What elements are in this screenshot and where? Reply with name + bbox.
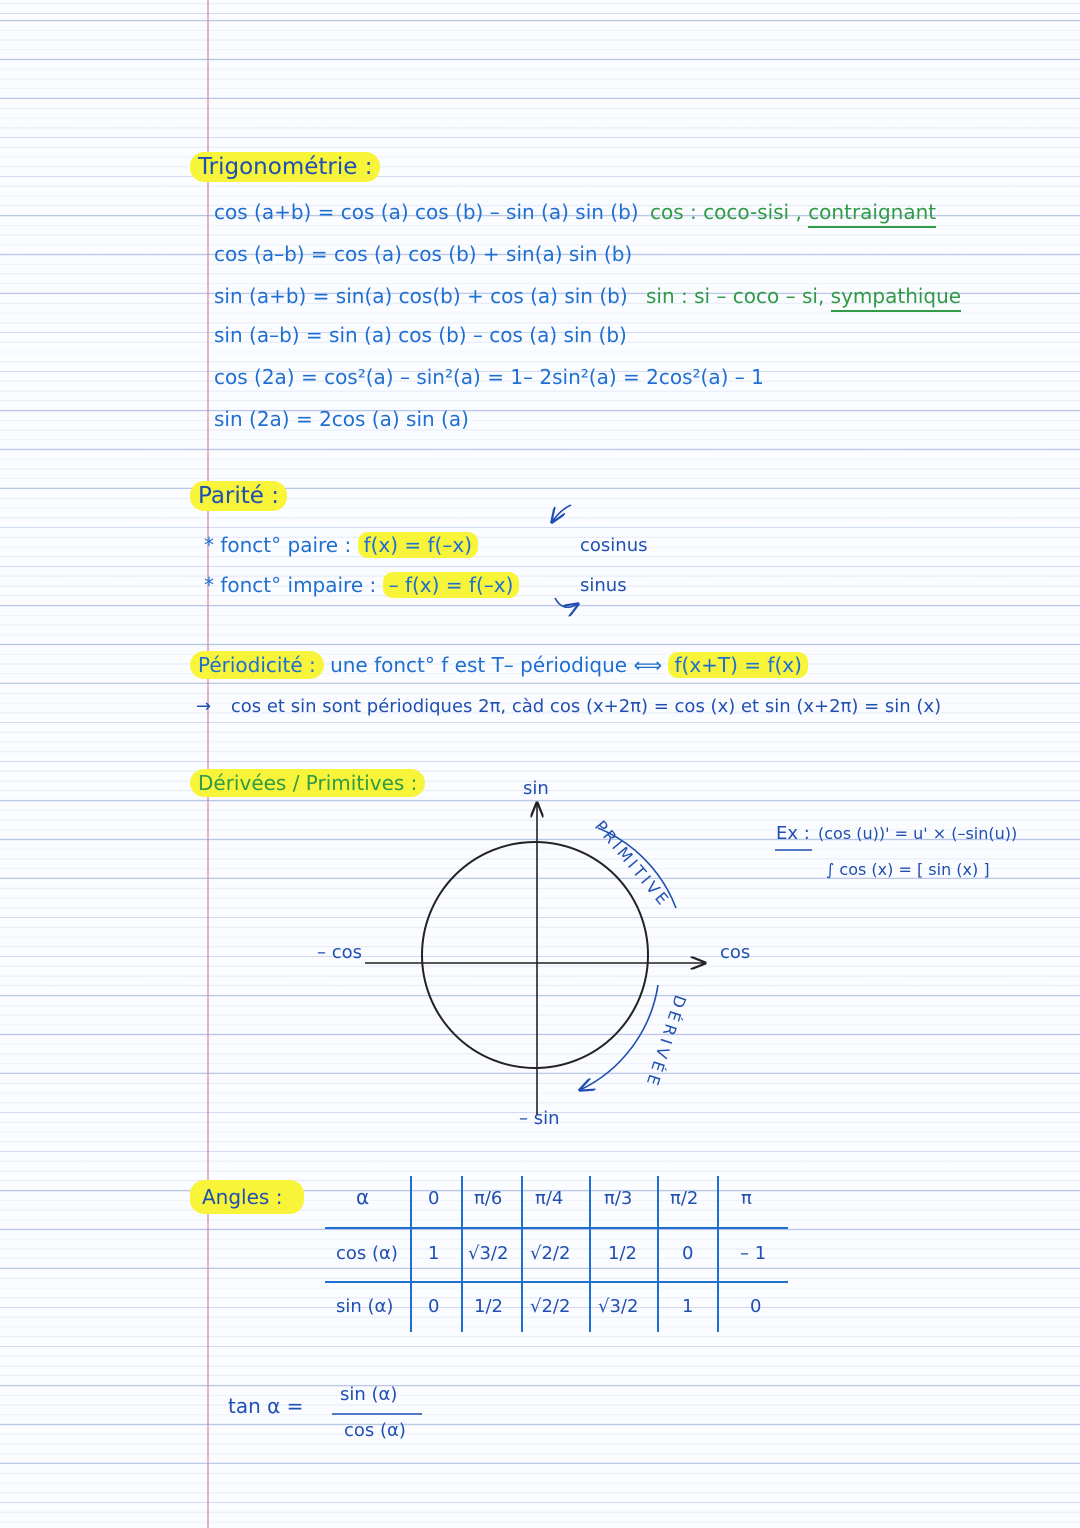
axis-label-cos: cos <box>720 942 751 963</box>
formula-cos-double: cos (2a) = cos²(a) – sin²(a) = 1– 2sin²(a) = 2cos²(a) – 1 <box>214 365 764 389</box>
col-header-pi: π <box>741 1188 752 1209</box>
mnemonic-sin: sin : si – coco – si, sympathique <box>646 286 961 306</box>
formula-sin-diff: sin (a–b) = sin (a) cos (b) – cos (a) sin (b) <box>214 323 627 347</box>
equivalence-arrow: ⟺ <box>633 653 663 677</box>
col-header-pi2: π/2 <box>670 1188 699 1209</box>
right-arrow-icon: → <box>196 696 212 717</box>
col-header-pi4: π/4 <box>535 1188 564 1209</box>
cos-pi3: 1/2 <box>608 1243 637 1264</box>
sin-pi4: √2/2 <box>530 1296 571 1317</box>
cos-pi6: √3/2 <box>468 1243 509 1264</box>
sin-pi: 0 <box>750 1296 762 1317</box>
sin-pi2: 1 <box>682 1296 694 1317</box>
parity-odd-note: sinus <box>580 575 627 596</box>
formula-sin-sum: sin (a+b) = sin(a) cos(b) + cos (a) sin (b) <box>214 284 628 308</box>
angles-heading: Angles : <box>190 1187 304 1207</box>
formula-cos-diff: cos (a–b) = cos (a) cos (b) + sin(a) sin (b) <box>214 242 633 266</box>
periodicity-formula: f(x+T) = f(x) <box>668 652 807 678</box>
parity-even-note: cosinus <box>580 535 648 556</box>
formula-sin-double: sin (2a) = 2cos (a) sin (a) <box>214 407 469 431</box>
formula-cos-sum: cos (a+b) = cos (a) cos (b) – sin (a) sin (b) <box>214 200 639 224</box>
parity-arrow-top <box>552 505 571 522</box>
col-header-0: 0 <box>428 1188 440 1209</box>
mnemonic-sin-word: sympathique <box>831 284 961 312</box>
sin-pi3: √3/2 <box>598 1296 639 1317</box>
cos-pi2: 0 <box>682 1243 694 1264</box>
example-line-1: (cos (u))' = u' × (–sin(u)) <box>818 824 1018 843</box>
parity-even: * fonct° paire : f(x) = f(–x) <box>204 535 478 555</box>
sin-0: 0 <box>428 1296 440 1317</box>
mnemonic-cos: cos : coco-sisi , contraignant <box>650 202 936 222</box>
periodicity-note-line: → cos et sin sont périodiques 2π, càd cos (x+2π) = cos (x) et sin (x+2π) = sin (x) <box>196 696 942 717</box>
col-header-pi6: π/6 <box>474 1188 503 1209</box>
odd-formula: – f(x) = f(–x) <box>383 572 520 598</box>
even-formula: f(x) = f(–x) <box>358 532 478 558</box>
derivatives-heading: Dérivées / Primitives : <box>190 773 425 793</box>
example-line-2: ∫ cos (x) = [ sin (x) ] <box>826 860 990 879</box>
parity-arrow-bottom <box>555 598 578 607</box>
row-label-cos: cos (α) <box>336 1243 398 1264</box>
parity-odd: * fonct° impaire : – f(x) = f(–x) <box>204 575 519 595</box>
arc-label-primitive: PRIMITIVE <box>590 816 675 911</box>
tan-numerator: sin (α) <box>340 1384 398 1405</box>
periodicity-heading: Périodicité : <box>190 651 324 679</box>
cos-pi: – 1 <box>740 1243 767 1264</box>
axis-label-minus-cos: – cos <box>317 942 363 963</box>
periodicity-definition: une fonct° f est T– périodique <box>330 653 628 677</box>
mnemonic-cos-word: contraignant <box>808 200 936 228</box>
example-label: Ex : <box>776 823 810 844</box>
cos-pi4: √2/2 <box>530 1243 571 1264</box>
parity-heading: Parité : <box>190 485 287 508</box>
trig-heading: Trigonométrie : <box>190 156 380 179</box>
tan-denominator: cos (α) <box>344 1420 406 1441</box>
axis-label-sin: sin <box>523 778 549 799</box>
col-header-pi3: π/3 <box>604 1188 633 1209</box>
row-label-sin: sin (α) <box>336 1296 394 1317</box>
unit-circle <box>422 842 648 1068</box>
tan-lhs: tan α = <box>228 1394 304 1418</box>
alpha-header: α <box>356 1185 370 1209</box>
cos-0: 1 <box>428 1243 440 1264</box>
arc-label-derivee: DÉRIVÉE <box>641 992 690 1092</box>
axis-label-minus-sin: – sin <box>519 1108 560 1129</box>
sin-pi6: 1/2 <box>474 1296 503 1317</box>
